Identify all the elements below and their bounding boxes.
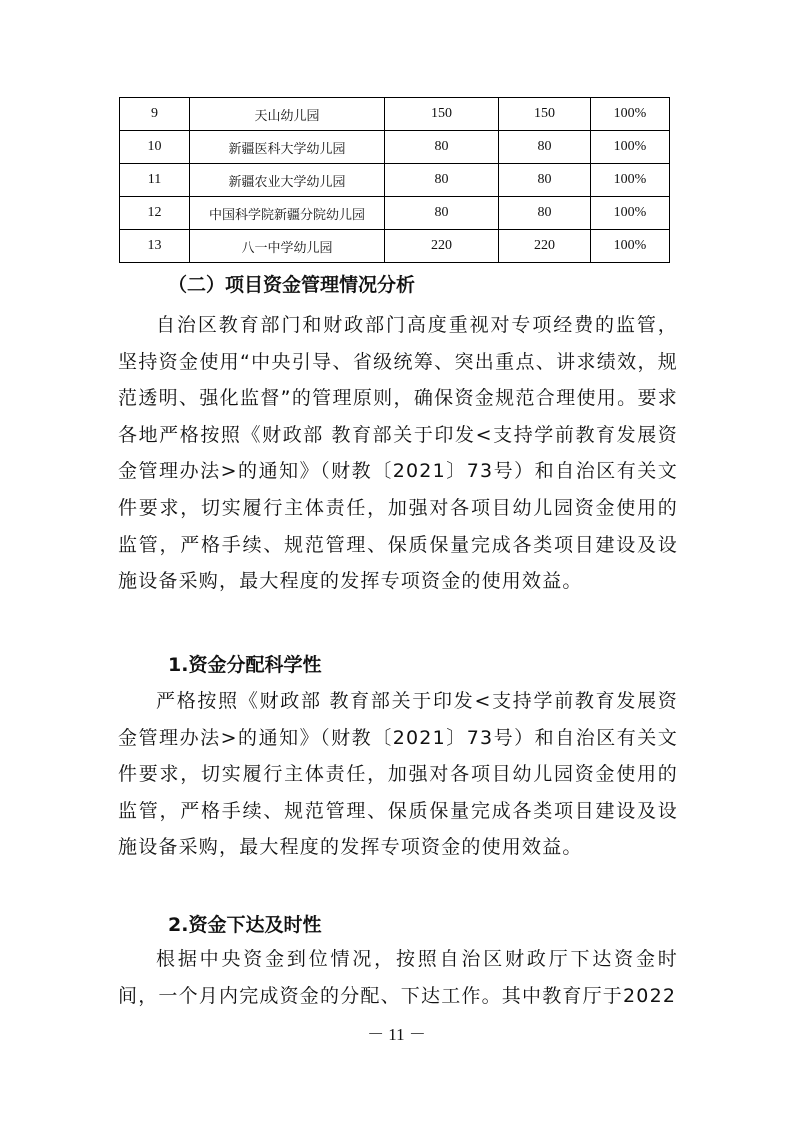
allocation-table bbox=[119, 97, 670, 263]
row-number-cell: 12 bbox=[120, 197, 190, 230]
row-number-cell: 11 bbox=[120, 164, 190, 197]
subheading-fund-allocation: 1.资金分配科学性 bbox=[168, 654, 322, 676]
allocated-amount-cell: 220 bbox=[385, 230, 499, 263]
disbursed-amount-cell: 80 bbox=[499, 164, 591, 197]
disbursed-amount-cell: 80 bbox=[499, 131, 591, 164]
execution-rate-cell: 100% bbox=[591, 197, 670, 230]
paragraph-fund-timeliness: 根据中央资金到位情况，按照自治区财政厅下达资金时间，一个月内完成资金的分配、下达工作。其中教育厅于2022 bbox=[118, 948, 678, 1007]
execution-rate-cell: 100% bbox=[591, 98, 670, 131]
row-number-cell: 10 bbox=[120, 131, 190, 164]
disbursed-amount-cell: 220 bbox=[499, 230, 591, 263]
allocation-table-body bbox=[120, 98, 670, 263]
table-row bbox=[120, 98, 670, 131]
allocation-table-wrap bbox=[119, 97, 669, 263]
table-row bbox=[120, 164, 670, 197]
paragraph-fund-supervision: 自治区教育部门和财政部门高度重视对专项经费的监管，坚持资金使用“中央引导、省级统筹、突出重点、讲求绩效，规范透明、强化监督”的管理原则，确保资金规范合理使用。要求各地严格按照《财政部 教育部关于印发<支持学前教育发展资金管理办法>的通知》（财教〔2021〕73号）和自治区有关文件要求，切实履行主体责任，加强对各项目幼儿园资金使用的监管，严格手续、规范管理、保质保量完成各类项目建设及设施设备采购，最大程度的发挥专项资金的使用效益。 bbox=[118, 314, 678, 593]
allocated-amount-cell: 80 bbox=[385, 197, 499, 230]
allocated-amount-cell: 80 bbox=[385, 131, 499, 164]
section-heading-project-fund-management: （二）项目资金管理情况分析 bbox=[168, 274, 416, 296]
kindergarten-name-cell: 天山幼儿园 bbox=[190, 98, 385, 131]
paragraph-fund-allocation: 严格按照《财政部 教育部关于印发<支持学前教育发展资金管理办法>的通知》（财教〔2021〕73号）和自治区有关文件要求，切实履行主体责任，加强对各项目幼儿园资金使用的监管，严格手续、规范管理、保质保量完成各类项目建设及设施设备采购，最大程度的发挥专项资金的使用效益。 bbox=[118, 690, 678, 859]
kindergarten-name-cell: 新疆农业大学幼儿园 bbox=[190, 164, 385, 197]
subheading-fund-timeliness: 2.资金下达及时性 bbox=[168, 914, 322, 936]
execution-rate-cell: 100% bbox=[591, 131, 670, 164]
execution-rate-cell: 100% bbox=[591, 230, 670, 263]
disbursed-amount-cell: 80 bbox=[499, 197, 591, 230]
kindergarten-name-cell: 新疆医科大学幼儿园 bbox=[190, 131, 385, 164]
table-row bbox=[120, 197, 670, 230]
disbursed-amount-cell: 150 bbox=[499, 98, 591, 131]
row-number-cell: 13 bbox=[120, 230, 190, 263]
kindergarten-name-cell: 中国科学院新疆分院幼儿园 bbox=[190, 197, 385, 230]
allocated-amount-cell: 80 bbox=[385, 164, 499, 197]
execution-rate-cell: 100% bbox=[591, 164, 670, 197]
row-number-cell: 9 bbox=[120, 98, 190, 131]
table-row bbox=[120, 230, 670, 263]
kindergarten-name-cell: 八一中学幼儿园 bbox=[190, 230, 385, 263]
table-row bbox=[120, 131, 670, 164]
page-number: － 11 － bbox=[367, 1025, 426, 1044]
allocated-amount-cell: 150 bbox=[385, 98, 499, 131]
